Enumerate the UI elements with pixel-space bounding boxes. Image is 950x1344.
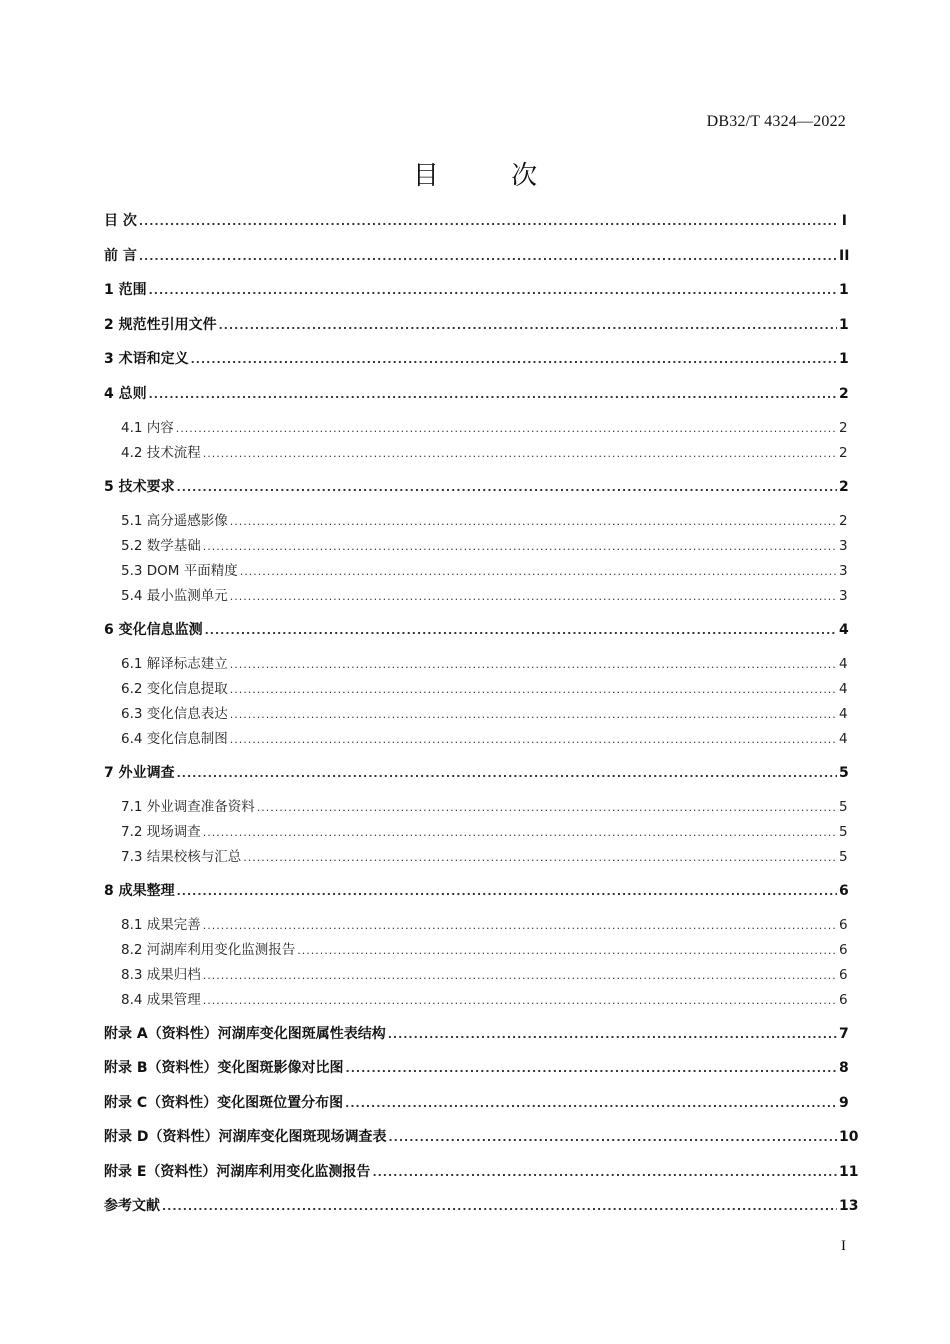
toc-entry-page: 6 <box>839 966 848 983</box>
dot-leader <box>203 920 837 931</box>
toc-entry-label: 6.4 变化信息制图 <box>121 730 228 747</box>
toc-subentry[interactable] <box>121 509 847 529</box>
dot-leader <box>177 482 837 493</box>
dot-leader <box>139 216 837 227</box>
toc-entry-page: 4 <box>839 680 848 697</box>
toc-entry-label: 参考文献 <box>104 1198 160 1214</box>
toc-entry[interactable] <box>104 476 847 496</box>
toc-entry-label: 6.3 变化信息表达 <box>121 705 228 722</box>
toc-entry[interactable] <box>104 880 847 900</box>
dot-leader <box>191 354 837 365</box>
toc-entry-label: 5.3 DOM 平面精度 <box>121 562 238 579</box>
toc-entry-label: 4.2 技术流程 <box>121 444 201 461</box>
dot-leader <box>149 285 837 296</box>
toc-entry-page: II <box>839 247 850 264</box>
dot-leader <box>203 448 837 459</box>
dot-leader <box>162 1201 837 1212</box>
dot-leader <box>243 852 837 863</box>
dot-leader <box>230 709 837 720</box>
toc-entry-page: 10 <box>839 1129 859 1145</box>
toc-entry-label: 3 术语和定义 <box>104 351 189 367</box>
toc-subentry[interactable] <box>121 820 847 840</box>
toc-entry-page: I <box>841 213 847 229</box>
toc-entry-page: 2 <box>839 385 849 402</box>
dot-leader <box>139 251 837 262</box>
toc-entry-label: 7.2 现场调查 <box>121 823 201 840</box>
toc-entry-page: 2 <box>839 478 849 495</box>
dot-leader <box>176 423 837 434</box>
toc-subentry[interactable] <box>121 727 847 747</box>
toc-entry-label: 8.1 成果完善 <box>121 916 201 933</box>
toc-entry-page: 7 <box>839 1025 849 1042</box>
toc-entry-page: 13 <box>839 1198 859 1214</box>
toc-entry-page: 6 <box>839 882 849 899</box>
toc-entry-label: 目 次 <box>104 213 137 229</box>
toc-entry[interactable] <box>104 1023 847 1043</box>
toc-entry-label: 附录 B（资料性）变化图斑影像对比图 <box>104 1060 344 1076</box>
dot-leader <box>230 591 837 602</box>
toc-entry-page: 8 <box>839 1060 849 1076</box>
toc-subentry[interactable] <box>121 441 847 461</box>
toc-entry-label: 4 总则 <box>104 385 147 402</box>
toc-entry-page: 5 <box>839 764 849 781</box>
dot-leader <box>177 768 837 779</box>
toc-entry[interactable] <box>104 1195 859 1215</box>
toc-entry-label: 8.2 河湖库利用变化监测报告 <box>121 941 296 958</box>
toc-entry-page: 4 <box>839 705 848 722</box>
toc-entry-page: 2 <box>839 419 848 436</box>
toc-subentry[interactable] <box>121 963 847 983</box>
toc-entry-page: 11 <box>839 1163 859 1180</box>
dot-leader <box>240 566 837 577</box>
toc-entry-label: 7.1 外业调查准备资料 <box>121 798 255 815</box>
toc-entry-label: 5.4 最小监测单元 <box>121 587 228 604</box>
toc-subentry[interactable] <box>121 677 847 697</box>
toc-entry-label: 7 外业调查 <box>104 764 175 781</box>
toc-entry-page: 3 <box>839 537 848 554</box>
toc-subentry[interactable] <box>121 988 847 1008</box>
toc-entry-page: 6 <box>839 941 848 958</box>
dot-leader <box>203 970 837 981</box>
toc-entry-page: 1 <box>839 316 849 333</box>
standard-code: DB32/T 4324—2022 <box>706 113 846 130</box>
toc-entry-label: 5.2 数学基础 <box>121 537 201 554</box>
toc-entry-page: 9 <box>839 1094 849 1111</box>
toc-entry-page: 3 <box>839 562 848 579</box>
toc-entry[interactable] <box>104 383 847 403</box>
toc-entry[interactable] <box>104 210 847 230</box>
toc-entry-page: 2 <box>839 444 848 461</box>
toc-entry[interactable] <box>104 314 847 334</box>
toc-entry-label: 6.2 变化信息提取 <box>121 680 228 697</box>
toc-subentry[interactable] <box>121 534 847 554</box>
dot-leader <box>203 541 837 552</box>
toc-subentry[interactable] <box>121 559 847 579</box>
toc-entry-page: 4 <box>839 655 848 672</box>
toc-entry-label: 7.3 结果校核与汇总 <box>121 848 242 865</box>
toc-entry-label: 附录 D（资料性）河湖库变化图斑现场调查表 <box>104 1129 387 1145</box>
dot-leader <box>230 516 837 527</box>
dot-leader <box>205 625 837 636</box>
toc-subentry[interactable] <box>121 845 847 865</box>
dot-leader <box>203 995 837 1006</box>
dot-leader <box>149 389 837 400</box>
toc-entry-label: 6 变化信息监测 <box>104 621 203 638</box>
toc-entry[interactable] <box>104 1126 859 1146</box>
dot-leader <box>203 827 837 838</box>
dot-leader <box>372 1167 837 1178</box>
dot-leader <box>177 886 837 897</box>
toc-subentry[interactable] <box>121 938 847 958</box>
toc-entry[interactable] <box>104 1092 847 1112</box>
toc-subentry[interactable] <box>121 702 847 722</box>
toc-entry-page: 5 <box>839 823 848 840</box>
toc-subentry[interactable] <box>121 795 847 815</box>
dot-leader <box>230 659 837 670</box>
toc-entry-page: 4 <box>839 730 848 747</box>
dot-leader <box>219 320 837 331</box>
toc-entry[interactable] <box>104 619 847 639</box>
toc-entry[interactable] <box>104 279 847 299</box>
toc-entry[interactable] <box>104 1161 859 1181</box>
toc-entry-label: 5.1 高分遥感影像 <box>121 512 228 529</box>
toc-entry-page: 2 <box>839 512 848 529</box>
page-folio: I <box>841 1238 846 1254</box>
toc-entry-page: 6 <box>839 991 848 1008</box>
dot-leader <box>345 1098 837 1109</box>
toc-entry-label: 2 规范性引用文件 <box>104 316 217 333</box>
toc-entry-page: 4 <box>839 621 849 638</box>
toc-title: 目 次 <box>412 161 570 191</box>
toc-entry-page: 1 <box>839 282 849 298</box>
toc-entry-label: 4.1 内容 <box>121 419 174 436</box>
toc-entry-label: 前 言 <box>104 247 137 264</box>
toc-entry-page: 1 <box>839 351 849 367</box>
toc-subentry[interactable] <box>121 652 847 672</box>
toc-entry-label: 8.3 成果归档 <box>121 966 201 983</box>
toc-entry-page: 5 <box>839 798 848 815</box>
dot-leader <box>230 734 837 745</box>
dot-leader <box>346 1063 837 1074</box>
dot-leader <box>297 945 837 956</box>
toc-entry[interactable] <box>104 245 850 265</box>
toc-entry-label: 5 技术要求 <box>104 478 175 495</box>
toc-entry-page: 3 <box>839 587 848 604</box>
dot-leader <box>230 684 837 695</box>
toc-subentry[interactable] <box>121 913 847 933</box>
toc-entry[interactable] <box>104 348 847 368</box>
toc-entry-label: 附录 E（资料性）河湖库利用变化监测报告 <box>104 1163 371 1180</box>
toc-subentry[interactable] <box>121 584 847 604</box>
toc-subentry[interactable] <box>121 416 847 436</box>
toc-entry[interactable] <box>104 1057 847 1077</box>
dot-leader <box>389 1132 838 1143</box>
dot-leader <box>388 1029 837 1040</box>
toc-entry-page: 5 <box>839 848 848 865</box>
toc-entry-label: 8 成果整理 <box>104 882 175 899</box>
toc-entry[interactable] <box>104 762 847 782</box>
toc-entry-label: 8.4 成果管理 <box>121 991 201 1008</box>
toc-entry-label: 附录 A（资料性）河湖库变化图斑属性表结构 <box>104 1025 386 1042</box>
toc-entry-label: 附录 C（资料性）变化图斑位置分布图 <box>104 1094 344 1111</box>
toc-entry-page: 6 <box>839 916 848 933</box>
toc-entry-label: 6.1 解译标志建立 <box>121 655 228 672</box>
toc-entry-label: 1 范围 <box>104 282 147 298</box>
dot-leader <box>257 802 837 813</box>
